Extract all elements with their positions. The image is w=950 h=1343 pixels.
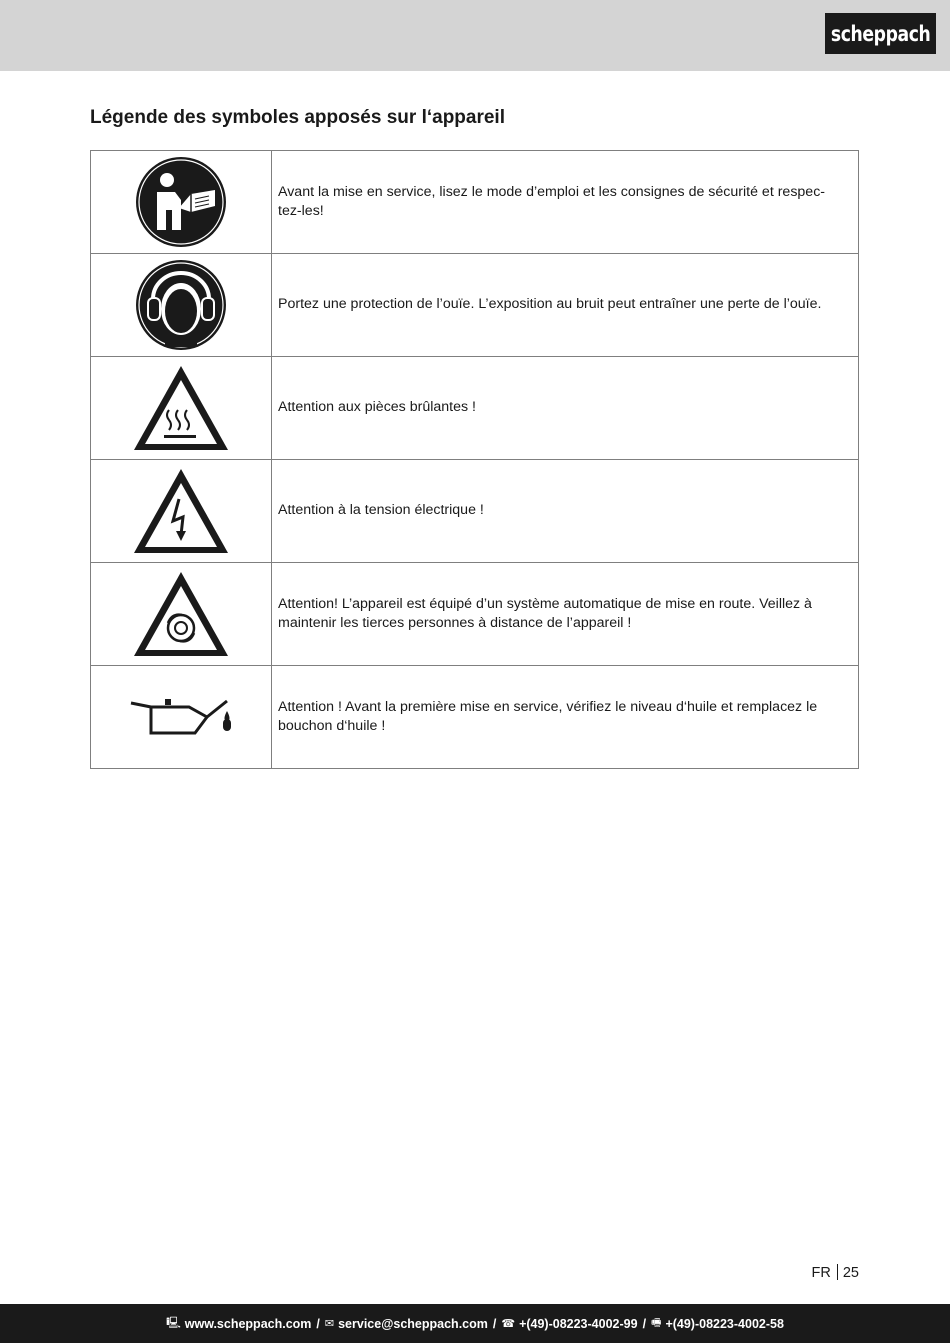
symbol-cell: [91, 666, 272, 769]
footer-phone: +(49)-08223-4002-99: [519, 1316, 638, 1331]
symbol-description: Attention ! Avant la première mise en service, vérifiez le niveau d‘huile et remplacez le bouchon d‘huile !: [272, 666, 859, 769]
footer-fax: +(49)-08223-4002-58: [665, 1316, 784, 1331]
symbols-table: [90, 150, 859, 769]
fax-icon: 🖷: [651, 1316, 662, 1329]
page-title: Légende des symboles apposés sur l‘appareil: [90, 107, 505, 128]
symbol-description: Attention à la tension électrique !: [272, 460, 859, 563]
scheppach-logo: [825, 13, 936, 54]
symbol-cell: [91, 460, 272, 563]
table-row: [91, 563, 859, 666]
table-row: [91, 254, 859, 357]
symbol-cell: [91, 357, 272, 460]
table-row: [91, 666, 859, 769]
symbol-cell: [91, 563, 272, 666]
page-separator: [837, 1264, 838, 1280]
ear-protection-icon: [135, 259, 227, 351]
logo-text: scheppach: [830, 21, 931, 46]
footer-email: service@scheppach.com: [338, 1316, 488, 1331]
electric-voltage-warning-icon: [131, 465, 231, 557]
hot-surface-warning-icon: [131, 362, 231, 454]
oil-can-icon: [129, 695, 233, 739]
table-row: [91, 460, 859, 563]
footer-bar: [0, 1304, 950, 1343]
page-language: FR: [811, 1265, 831, 1281]
phone-icon: ☎: [501, 1317, 516, 1330]
page-number-value: 25: [842, 1265, 859, 1281]
footer-separator: /: [642, 1316, 647, 1331]
computer-icon: 🖳: [166, 1316, 181, 1329]
footer-separator: /: [492, 1316, 497, 1331]
envelope-icon: ✉: [324, 1317, 335, 1330]
header-band: [0, 0, 950, 71]
table-row: [91, 151, 859, 254]
symbol-description: Portez une protection de l’ouïe. L’exposition au bruit peut entraîner une perte de l’ouïe.: [272, 254, 859, 357]
symbol-cell: [91, 151, 272, 254]
page-number: [812, 1264, 859, 1281]
table-row: [91, 357, 859, 460]
automatic-start-warning-icon: [131, 568, 231, 660]
footer-separator: /: [316, 1316, 320, 1331]
symbol-description: Avant la mise en service, lisez le mode d’emploi et les consignes de sécurité et respec-tez-les!: [272, 151, 859, 254]
read-manual-icon: [135, 156, 227, 248]
footer-website: www.scheppach.com: [184, 1316, 312, 1331]
symbol-cell: [91, 254, 272, 357]
symbol-description: Attention! L’appareil est équipé d’un système automatique de mise en route. Veillez à maintenir les tierces personnes à distance de l’appareil !: [272, 563, 859, 666]
symbol-description: Attention aux pièces brûlantes !: [272, 357, 859, 460]
